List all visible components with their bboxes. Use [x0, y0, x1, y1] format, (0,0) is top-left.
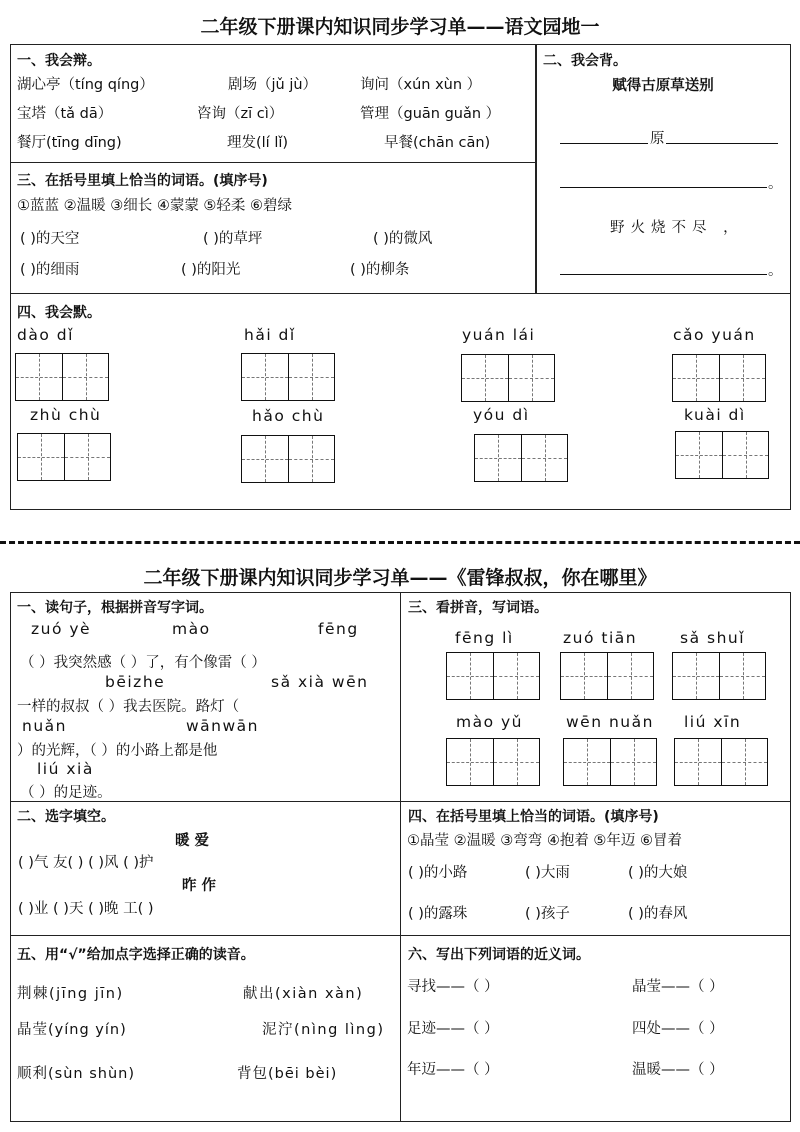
fill-blank[interactable]: ( )的露珠: [408, 906, 468, 922]
pinyin-label: hǎo chù: [252, 407, 325, 425]
pinyin-label: kuài dì: [684, 406, 746, 424]
pinyin-label: sǎ shuǐ: [680, 629, 746, 647]
sheet1-s3-header: 三、在括号里填上恰当的词语。(填序号): [17, 173, 268, 189]
word-item: 管理（guān guǎn ）: [360, 106, 501, 122]
fill-blank[interactable]: ( )的微风: [373, 231, 433, 247]
synonym-item[interactable]: 寻找——（ ）: [407, 979, 499, 995]
pinyin-label: liú xīn: [684, 713, 742, 731]
writing-grid[interactable]: [672, 652, 766, 700]
answer-line[interactable]: [560, 143, 648, 144]
sheet2-s4-header: 四、在括号里填上恰当的词语。(填序号): [408, 809, 659, 825]
synonym-item[interactable]: 温暖——（ ）: [632, 1062, 724, 1078]
writing-grid[interactable]: [474, 434, 568, 482]
writing-grid[interactable]: [446, 652, 540, 700]
pinyin-label: wēn nuǎn: [566, 713, 654, 731]
fill-blank[interactable]: ( )的春风: [628, 906, 688, 922]
pinyin-label: fēng: [318, 620, 359, 638]
fill-blank[interactable]: ( )孩子: [525, 906, 570, 922]
pinyin-label: dào dǐ: [17, 326, 74, 344]
fill-blank-row[interactable]: ( )气 友( ) ( )风 ( )护: [18, 855, 154, 871]
pinyin-label: cǎo yuán: [673, 326, 756, 344]
option-list: ①蓝蓝 ②温暖 ③细长 ④蒙蒙 ⑤轻柔 ⑥碧绿: [17, 198, 293, 214]
sheet2-s6-header: 六、写出下列词语的近义词。: [408, 947, 590, 963]
writing-grid[interactable]: [461, 354, 555, 402]
fill-blank-row[interactable]: ( )业 ( )天 ( )晚 工( ): [18, 901, 154, 917]
poem-title: 赋得古原草送别: [612, 78, 714, 94]
fill-blank[interactable]: ( )的细雨: [20, 262, 80, 278]
fill-blank[interactable]: ( )的阳光: [181, 262, 241, 278]
pinyin-label: bēizhe: [105, 673, 166, 691]
pinyin-label: fēng lì: [455, 629, 514, 647]
pinyin-label: sǎ xià wēn: [271, 673, 369, 691]
answer-line[interactable]: [560, 187, 767, 188]
pinyin-label: zuó yè: [31, 620, 92, 638]
sentence-text[interactable]: （ ）的足迹。: [20, 785, 112, 801]
writing-grid[interactable]: [241, 435, 335, 483]
sheet1-title: 二年级下册课内知识同步学习单——语文园地一: [200, 16, 600, 38]
writing-grid[interactable]: [563, 738, 657, 786]
reading-choice[interactable]: 献出(xiàn xàn): [243, 986, 364, 1002]
sheet2-s5-header: 五、用“√”给加点字选择正确的读音。: [17, 947, 255, 963]
word-item: 湖心亭（tíng qíng）: [17, 77, 154, 93]
char-pair: 昨 作: [182, 878, 217, 894]
writing-grid[interactable]: [15, 353, 109, 401]
writing-grid[interactable]: [560, 652, 654, 700]
cut-line: [0, 541, 800, 544]
pinyin-label: mào: [172, 620, 211, 638]
sheet2-s2-header: 二、选字填空。: [17, 809, 115, 825]
synonym-item[interactable]: 年迈——（ ）: [407, 1062, 499, 1078]
char-pair: 暖 爱: [175, 833, 210, 849]
reading-choice[interactable]: 荆棘(jīng jīn): [17, 986, 124, 1002]
fill-blank[interactable]: ( )的天空: [20, 231, 80, 247]
poem-line1-mid: 原: [650, 131, 665, 147]
fill-blank[interactable]: ( )的柳条: [350, 262, 410, 278]
fill-blank[interactable]: ( )的小路: [408, 865, 468, 881]
reading-choice[interactable]: 背包(bēi bèi): [237, 1066, 338, 1082]
fill-blank[interactable]: ( )的大娘: [628, 865, 688, 881]
poem-period: 。: [768, 176, 783, 192]
word-item: 理发(lí lǐ): [227, 135, 289, 151]
pinyin-label: yuán lái: [462, 326, 536, 344]
reading-choice[interactable]: 晶莹(yíng yín): [17, 1022, 127, 1038]
sentence-text[interactable]: （ ）我突然感（ ）了，有个像雷（ ）: [20, 655, 266, 671]
sheet2-title: 二年级下册课内知识同步学习单——《雷锋叔叔，你在哪里》: [143, 567, 657, 589]
answer-line[interactable]: [560, 274, 767, 275]
synonym-item[interactable]: 晶莹——（ ）: [632, 979, 724, 995]
sheet2-s3-header: 三、看拼音，写词语。: [408, 600, 548, 616]
poem-period: 。: [768, 263, 783, 279]
pinyin-label: wānwān: [186, 717, 259, 735]
pinyin-label: zuó tiān: [563, 629, 638, 647]
sentence-text[interactable]: 一样的叔叔（ ）我去医院。路灯（: [17, 699, 240, 715]
word-item: 早餐(chān cān): [384, 135, 491, 151]
writing-grid[interactable]: [675, 431, 769, 479]
fill-blank[interactable]: ( )的草坪: [203, 231, 263, 247]
writing-grid[interactable]: [446, 738, 540, 786]
synonym-item[interactable]: 足迹——（ ）: [407, 1021, 499, 1037]
sentence-text[interactable]: ）的光辉，（ ）的小路上都是他: [17, 743, 218, 759]
pinyin-label: zhù chù: [30, 406, 102, 424]
answer-line[interactable]: [666, 143, 778, 144]
writing-grid[interactable]: [17, 433, 111, 481]
pinyin-label: nuǎn: [22, 717, 67, 735]
sheet1-s1-header: 一、我会辩。: [17, 53, 101, 69]
fill-blank[interactable]: ( )大雨: [525, 865, 570, 881]
word-item: 宝塔（tǎ dā）: [17, 106, 113, 122]
word-item: 询问（xún xùn ）: [360, 77, 482, 93]
pinyin-label: yóu dì: [473, 406, 530, 424]
word-item: 餐厅(tīng dīng): [17, 135, 122, 151]
synonym-item[interactable]: 四处——（ ）: [632, 1021, 724, 1037]
writing-grid[interactable]: [672, 354, 766, 402]
option-list: ①晶莹 ②温暖 ③弯弯 ④抱着 ⑤年迈 ⑥冒着: [407, 833, 683, 849]
sheet2-s1-header: 一、读句子，根据拼音写字词。: [17, 600, 213, 616]
sheet1-s4-header: 四、我会默。: [17, 305, 101, 321]
poem-line3: 野火烧不尽 ，: [610, 220, 744, 236]
word-item: 咨询（zī cì）: [197, 106, 284, 122]
word-item: 剧场（jǔ jù）: [228, 77, 318, 93]
sheet1-s2-header: 二、我会背。: [543, 53, 627, 69]
pinyin-label: hǎi dǐ: [244, 326, 296, 344]
reading-choice[interactable]: 顺利(sùn shùn): [17, 1066, 135, 1082]
reading-choice[interactable]: 泥泞(nìng lìng): [262, 1022, 385, 1038]
writing-grid[interactable]: [674, 738, 768, 786]
writing-grid[interactable]: [241, 353, 335, 401]
pinyin-label: mào yǔ: [456, 713, 524, 731]
pinyin-label: liú xià: [37, 760, 94, 778]
